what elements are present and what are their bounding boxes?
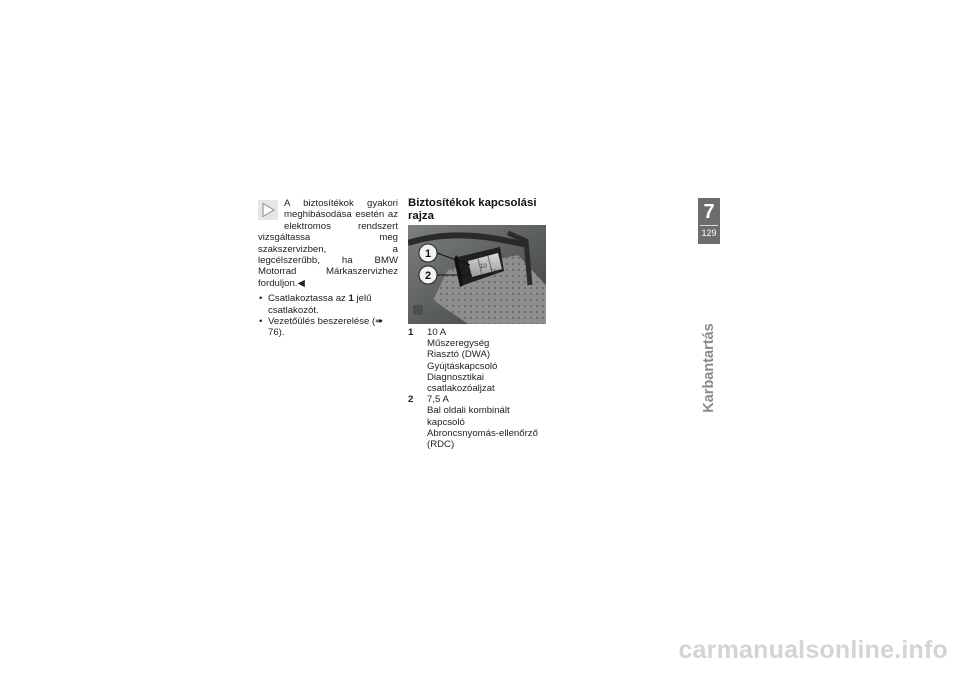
watermark: carmanualsonline.info xyxy=(678,636,948,664)
list-item-text: Csatlakoztassa az xyxy=(268,293,349,305)
list-item-text: jelű csatlakozót. xyxy=(268,293,372,316)
list-item xyxy=(258,293,398,316)
section-title: Biztosítékok kapcsolási rajza xyxy=(408,197,537,222)
triangle-play-icon-glyph xyxy=(260,202,276,218)
legend-number: 1 xyxy=(408,327,414,338)
warning-text: A biztosítékok gyakori meghibásodása esetén az elektromos rendszert vizsgáltassa meg szakszervizben, a legcélszerűbb, ha BMW Motorrad Márkaszervizhez forduljon. xyxy=(258,198,398,289)
legend-line: 10 A xyxy=(427,327,447,338)
list-item-text: Vezetőülés beszerelése ( xyxy=(268,316,376,328)
legend-line: Abroncsnyomás-ellenőrző (RDC) xyxy=(427,427,538,451)
page-ref-arrow-icon: ➠ xyxy=(375,316,384,328)
chapter-tab xyxy=(698,198,720,244)
fuse-box-photo xyxy=(408,225,546,324)
page-number: 129 xyxy=(701,228,717,238)
instruction-list xyxy=(258,293,398,339)
chapter-name: Karbantartás xyxy=(701,323,717,413)
section-header xyxy=(408,197,548,223)
legend-line: Bal oldali kombinált kapcsoló xyxy=(427,405,510,428)
callout-2: 2 xyxy=(424,270,432,282)
end-mark: ◀ xyxy=(297,277,305,289)
legend-lines xyxy=(427,327,548,394)
fuse-legend xyxy=(408,327,548,450)
legend-item-2 xyxy=(408,394,548,450)
list-item xyxy=(258,316,398,339)
legend-item-1 xyxy=(408,327,548,394)
warning-paragraph xyxy=(258,198,398,289)
chapter-side-label xyxy=(697,323,721,413)
legend-lines xyxy=(427,394,548,450)
legend-line: 7,5 A xyxy=(427,394,449,406)
callout-1: 1 xyxy=(424,248,432,260)
legend-line: Diagnosztikai csatlakozóaljzat xyxy=(427,371,495,395)
fuse-label: 10 xyxy=(480,264,487,270)
fuse-box-illustration xyxy=(408,225,546,324)
page-ref-link[interactable]: 76). xyxy=(268,327,285,339)
triangle-play-icon xyxy=(258,200,278,220)
connector-ref: 1 xyxy=(348,293,354,305)
legend-number: 2 xyxy=(408,394,414,406)
warning-note xyxy=(258,198,398,339)
chapter-number: 7 xyxy=(703,201,715,223)
legend-line: Gyújtáskapcsoló xyxy=(427,360,498,372)
legend-line: Műszeregység xyxy=(427,338,490,350)
fuse-label: 7.5 xyxy=(490,269,497,275)
legend-line: Riasztó (DWA) xyxy=(427,349,491,361)
